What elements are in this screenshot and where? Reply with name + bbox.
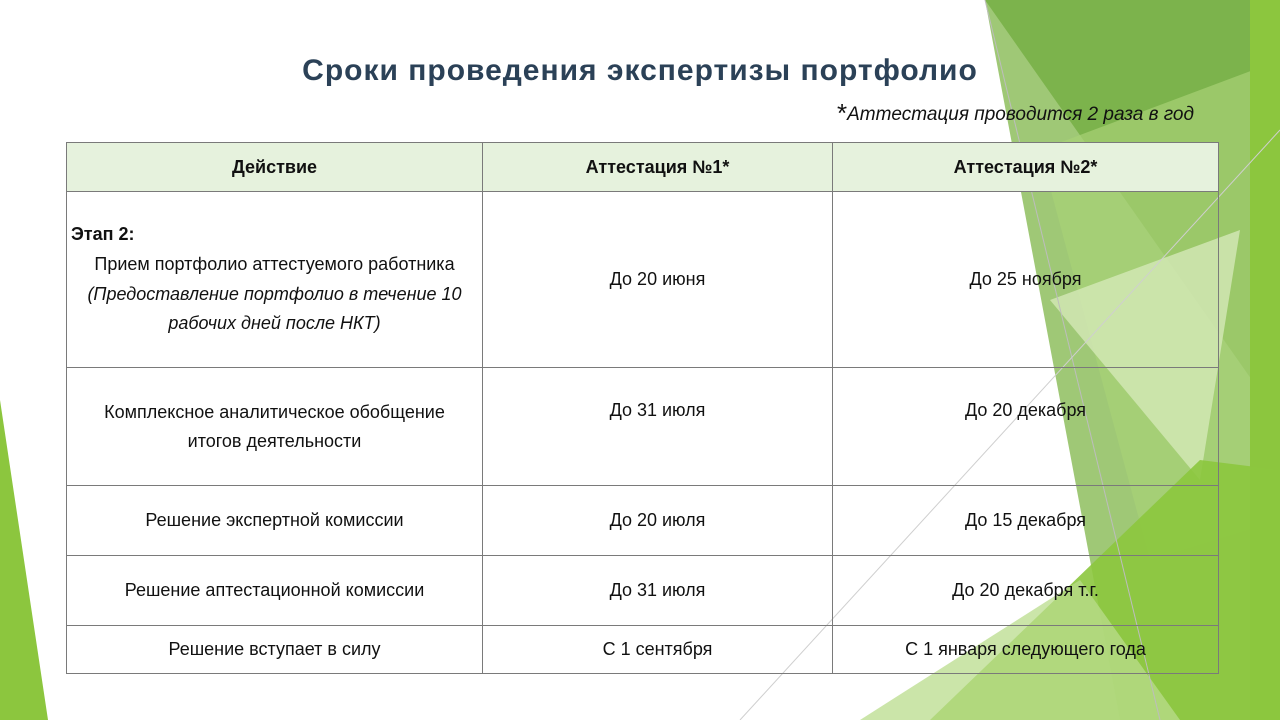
row-action-text: Прием портфолио аттестуемого работника: [94, 253, 455, 274]
row-action-cell: Решение аптестационной комиссии: [67, 556, 483, 626]
row-att2-cell: До 15 декабря: [833, 486, 1219, 556]
header-action: Действие: [67, 143, 483, 192]
row-att1-cell: С 1 сентября: [483, 626, 833, 674]
table-row: [67, 626, 1219, 674]
row-action-cell: Решение вступает в силу: [67, 626, 483, 674]
row-att1-cell: До 20 июня: [483, 192, 833, 368]
row-action-note: (Предоставление портфолио в течение 10 рабочих дней после НКТ): [87, 283, 462, 334]
bg-shape-left-wedge: [0, 400, 48, 720]
page-title: Сроки проведения экспертизы портфолио: [302, 54, 978, 87]
row-att1-cell: До 20 июля: [483, 486, 833, 556]
row-action-cell: [67, 192, 483, 368]
stage-label: Этап 2:: [71, 224, 135, 245]
table-row: [67, 556, 1219, 626]
table-row: [67, 192, 1219, 368]
asterisk: *: [836, 98, 848, 128]
table-row: [67, 486, 1219, 556]
subtitle-text: Аттестация проводится 2 раза в год: [847, 104, 1194, 125]
table-header-row: [67, 143, 1219, 192]
header-attestation-1: Аттестация №1*: [483, 143, 833, 192]
schedule-table: [66, 142, 1219, 674]
table-row: [67, 368, 1219, 486]
row-att2-cell: До 20 декабря т.г.: [833, 556, 1219, 626]
header-attestation-2: Аттестация №2*: [833, 143, 1219, 192]
row-att1-cell: До 31 июля: [483, 368, 833, 486]
row-action-cell: Комплексное аналитическое обобщение итогов деятельности: [67, 368, 483, 486]
row-att2-cell: До 25 ноября: [833, 192, 1219, 368]
subtitle-note: [837, 98, 1194, 129]
row-att2-cell: До 20 декабря: [833, 368, 1219, 486]
row-action-cell: Решение экспертной комиссии: [67, 486, 483, 556]
row-att1-cell: До 31 июля: [483, 556, 833, 626]
row-att2-cell: С 1 января следующего года: [833, 626, 1219, 674]
